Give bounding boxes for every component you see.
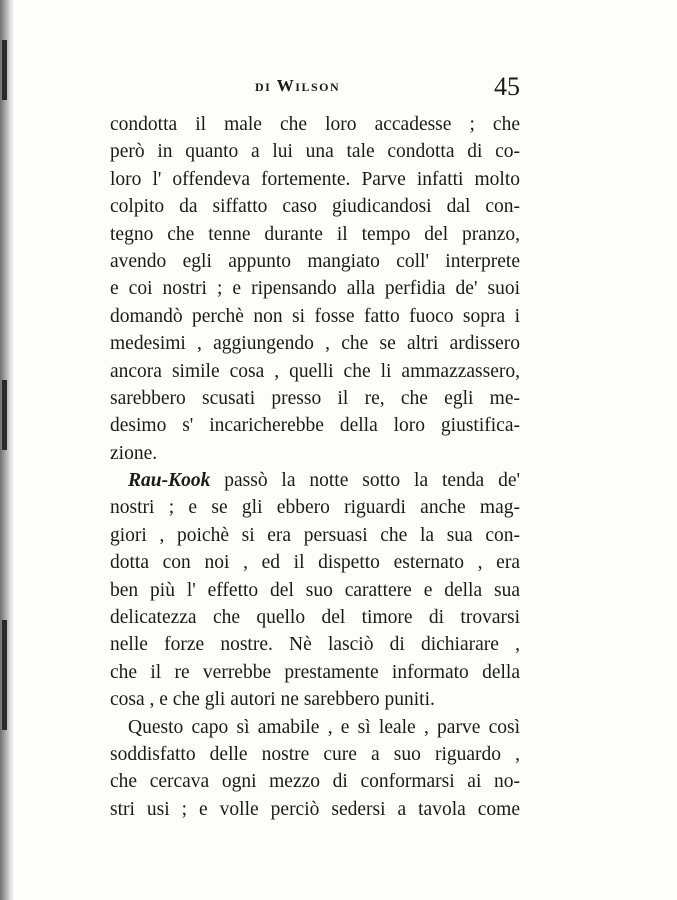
text-line: e coi nostri ; e ripensando alla perfidia de' suoi <box>110 278 520 300</box>
text-line: tegno che tenne durante il tempo del pranzo, <box>110 223 520 245</box>
text-line: dotta con noi , ed il dispetto esternato , era <box>110 552 520 574</box>
text-line: desimo s' incaricherebbe della loro giustifica- <box>110 415 520 437</box>
page-number: 45 <box>494 72 520 101</box>
text-line: soddisfatto delle nostre cure a suo riguardo , <box>110 743 520 765</box>
text-line: avendo egli appunto mangiato coll' interprete <box>110 250 520 272</box>
text-line: loro l' offendeva fortemente. Parve infatti molto <box>110 168 520 190</box>
text-fragment: passò la notte sotto la tenda de' <box>224 470 520 492</box>
text-line: che cercava ogni mezzo di conformarsi ai no- <box>110 771 520 793</box>
text-line: zione. <box>110 442 158 464</box>
text-line: giori , poichè si era persuasi che la sua con- <box>110 524 520 546</box>
page-header <box>110 72 520 106</box>
running-head: di Wilson <box>255 76 341 95</box>
page-spine-edge <box>0 0 14 900</box>
text-line: però in quanto a lui una tale condotta di co- <box>110 141 520 163</box>
paragraph-first-line <box>110 467 520 494</box>
text-line: delicatezza che quello del timore di trovarsi <box>110 607 520 629</box>
text-line: nelle forze nostre. Nè lasciò di dichiarare , <box>110 634 520 656</box>
text-line: sarebbero scusati presso il re, che egli me- <box>110 387 520 409</box>
text-line: stri usi ; e volle perciò sedersi a tavola come <box>110 798 520 820</box>
text-line: ancora simile cosa , quelli che li ammazzassero, <box>110 360 520 382</box>
spine-mark <box>2 620 7 730</box>
text-line: ben più l' effetto del suo carattere e della sua <box>110 579 520 601</box>
body-text <box>110 111 520 823</box>
text-line: medesimi , aggiungendo , che se altri ardissero <box>110 333 520 355</box>
spine-mark <box>2 40 7 100</box>
text-line: condotta il male che loro accadesse ; che <box>110 114 520 135</box>
text-line: domandò perchè non si fosse fatto fuoco sopra i <box>110 305 520 327</box>
text-line: cosa , e che gli autori ne sarebbero puniti. <box>110 689 435 711</box>
text-line: nostri ; e se gli ebbero riguardi anche mag- <box>110 497 520 519</box>
spine-mark <box>2 380 7 450</box>
speaker-name: Rau-Kook <box>128 470 211 492</box>
text-line: colpito da siffatto caso giudicandosi dal con- <box>110 196 520 218</box>
text-line: che il re verrebbe prestamente informato della <box>110 661 520 683</box>
text-line: Questo capo sì amabile , e sì leale , parve così <box>128 716 520 738</box>
